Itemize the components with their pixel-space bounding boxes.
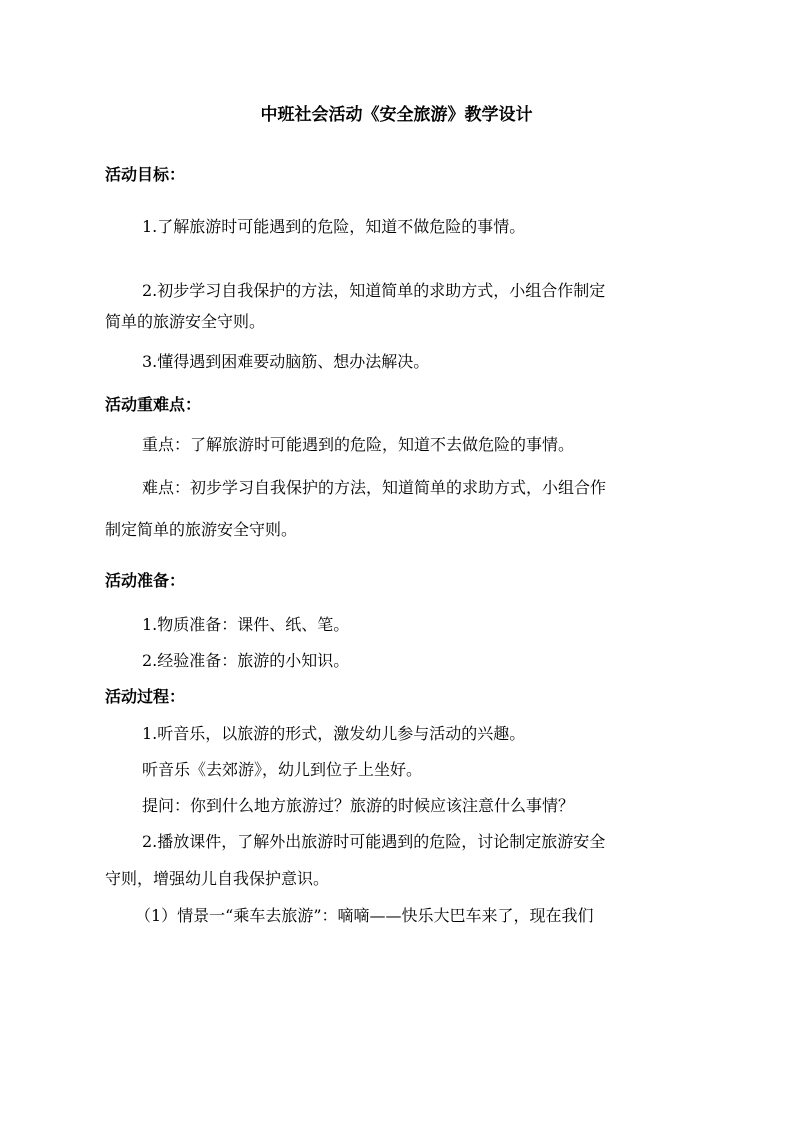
preparation-heading: 活动准备： xyxy=(105,571,186,590)
process-step-1: 1.听音乐，以旅游的形式，激发幼儿参与活动的兴趣。 xyxy=(142,724,526,743)
goal-item-3: 3.懂得遇到困难要动脑筋、想办法解决。 xyxy=(142,352,430,371)
key-point: 重点：了解旅游时可能遇到的危险，知道不去做危险的事情。 xyxy=(142,435,575,454)
goal-item-2-line1: 2.初步学习自我保护的方法，知道简单的求助方式，小组合作制定 xyxy=(142,281,606,300)
process-step-2-line1: 2.播放课件，了解外出旅游时可能遇到的危险，讨论制定旅游安全 xyxy=(142,832,606,851)
goals-heading: 活动目标： xyxy=(105,165,186,184)
process-step-1-a: 听音乐《去郊游》，幼儿到位子上坐好。 xyxy=(142,760,423,779)
process-heading: 活动过程： xyxy=(105,687,186,706)
goal-item-2-line2: 简单的旅游安全守则。 xyxy=(105,312,266,331)
difficult-point-line2: 制定简单的旅游安全守则。 xyxy=(105,520,298,539)
preparation-item-2: 2.经验准备：旅游的小知识。 xyxy=(142,651,350,670)
key-points-heading: 活动重难点： xyxy=(105,395,202,414)
process-step-1-b: 提问：你到什么地方旅游过？旅游的时候应该注意什么事情？ xyxy=(142,796,575,815)
page-title: 中班社会活动《安全旅游》教学设计 xyxy=(260,105,533,125)
scene-1: （1）情景一“乘车去旅游”：嘀嘀——快乐大巴车来了，现在我们 xyxy=(135,906,594,925)
difficult-point-line1: 难点：初步学习自我保护的方法，知道简单的求助方式，小组合作 xyxy=(142,478,607,497)
process-step-2-line2: 守则，增强幼儿自我保护意识。 xyxy=(105,869,330,888)
goal-item-1: 1.了解旅游时可能遇到的危险，知道不做危险的事情。 xyxy=(142,217,526,236)
preparation-item-1: 1.物质准备：课件、纸、笔。 xyxy=(142,615,350,634)
